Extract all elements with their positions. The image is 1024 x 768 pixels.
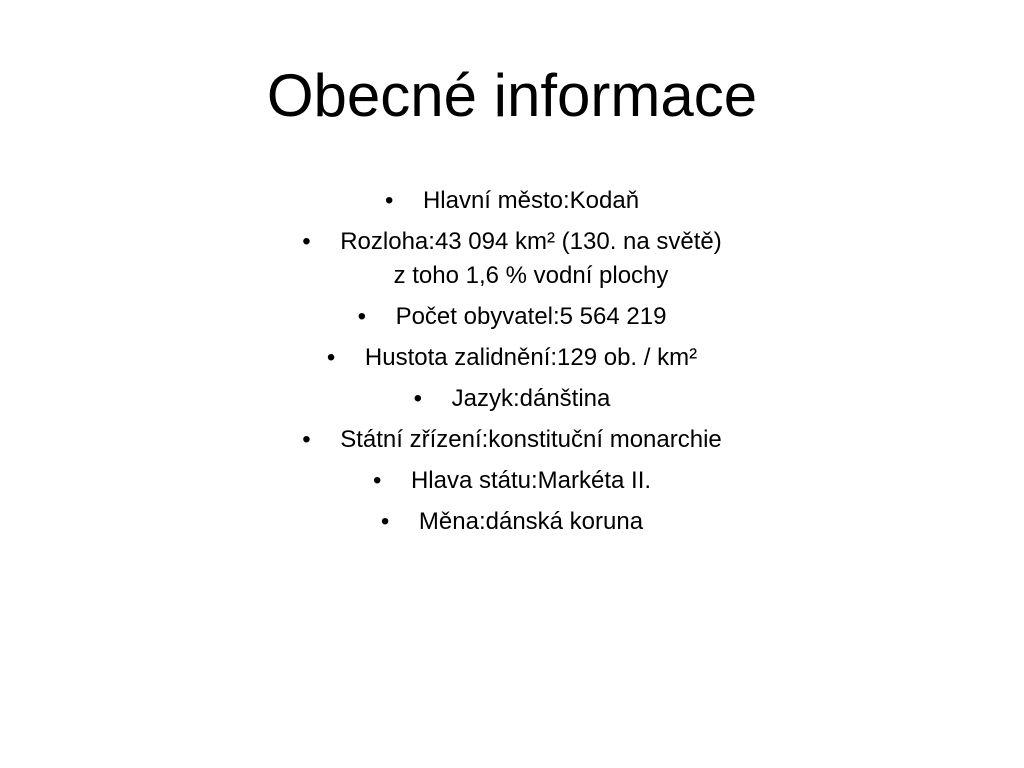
list-item <box>0 300 1024 334</box>
list-item <box>0 225 1024 293</box>
bullet-text-capital: Hlavní město:Kodaň <box>422 187 640 214</box>
list-item <box>0 382 1024 416</box>
bullet-icon: • <box>372 467 382 494</box>
bullet-text-language: Jazyk:dánština <box>451 385 611 412</box>
bullet-text-head-of-state: Hlava státu:Markéta II. <box>410 467 652 494</box>
list-item <box>0 184 1024 218</box>
bullet-icon: • <box>326 344 336 371</box>
bullet-icon: • <box>380 508 390 535</box>
bullet-text-government: Státní zřízení:konstituční monarchie <box>340 426 722 453</box>
bullet-text-currency: Měna:dánská koruna <box>418 508 644 535</box>
bullet-text-density: Hustota zalidnění:129 ob. / km² <box>364 344 698 371</box>
slide-title: Obecné informace <box>266 62 758 129</box>
list-item <box>0 464 1024 498</box>
bullet-icon: • <box>413 385 423 412</box>
list-item <box>0 423 1024 457</box>
bullet-text-area: Rozloha:43 094 km² (130. na světě) z toho 1,6 % vodní plochy <box>340 228 722 289</box>
bullet-icon: • <box>357 303 366 330</box>
list-item <box>0 341 1024 375</box>
bullet-list <box>0 184 1024 546</box>
bullet-text-population: Počet obyvatel:5 564 219 <box>395 303 667 330</box>
bullet-icon: • <box>302 228 311 255</box>
bullet-icon: • <box>302 426 311 453</box>
bullet-icon: • <box>384 187 394 214</box>
list-item <box>0 505 1024 539</box>
